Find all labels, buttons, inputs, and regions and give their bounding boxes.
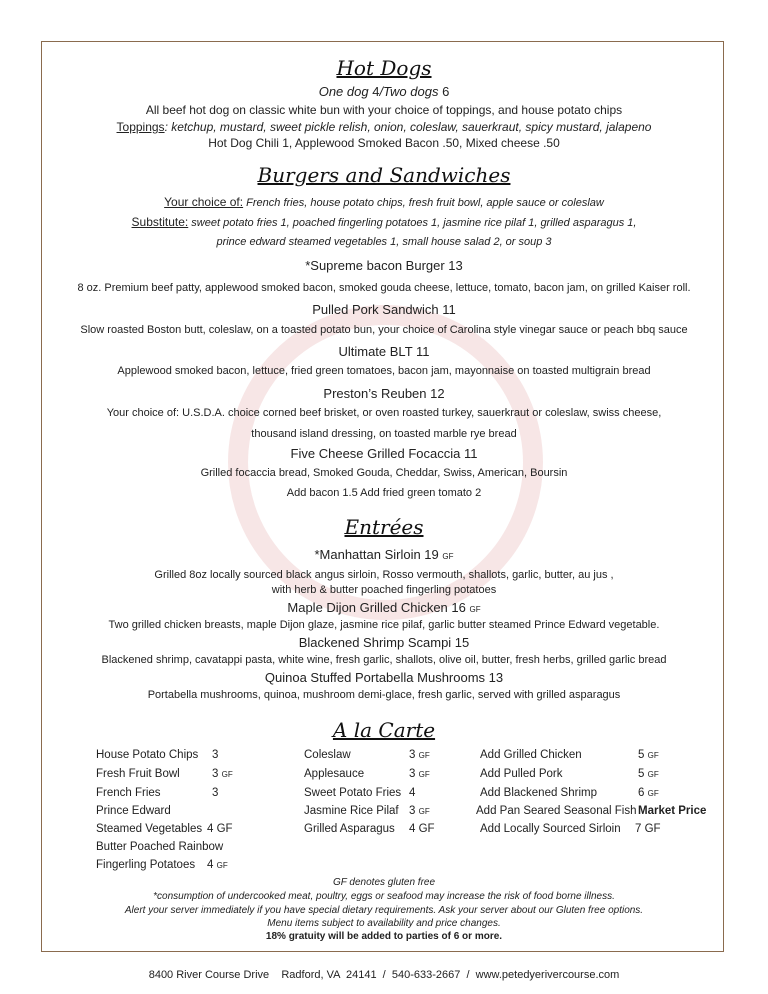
hotdog-description: All beef hot dog on classic white bun with your choice of toppings, and house potato chips xyxy=(145,103,623,117)
section-title-hotdogs: Hot Dogs xyxy=(336,56,432,80)
burger-substitute: Substitute: sweet potato fries 1, poached fingerling potatoes 1, jasmine rice pilaf 1, grilled asparagus 1, xyxy=(131,215,637,229)
note-gf: GF denotes gluten free xyxy=(332,877,436,888)
list-item: Add Blackened Shrimp xyxy=(480,787,597,799)
list-item-price: 4 GF xyxy=(207,859,228,871)
list-item-price: 5 GF xyxy=(638,768,659,780)
note-alert: Alert your server immediately if you have special dietary requirements. Ask your server about our Gluten free options. xyxy=(124,905,644,916)
hotdog-price-line: One dog 4/Two dogs 6 xyxy=(318,84,450,99)
list-item: French Fries xyxy=(96,787,161,799)
list-item: Fresh Fruit Bowl xyxy=(96,768,180,780)
burger-choice: Your choice of: French fries, house potato chips, fresh fruit bowl, apple sauce or coleslaw xyxy=(164,195,604,209)
list-item-price: 6 GF xyxy=(638,787,659,799)
list-item-price: Market Price xyxy=(638,805,707,817)
hotdog-extras: Hot Dog Chili 1, Applewood Smoked Bacon .50, Mixed cheese .50 xyxy=(208,136,560,150)
list-item: Butter Poached Rainbow xyxy=(96,841,224,853)
item-name: Preston’s Reuben 12 xyxy=(323,386,445,401)
item-desc: Slow roasted Boston butt, coleslaw, on a toasted potato bun, your choice of Carolina style vinegar sauce or peach bbq sauce xyxy=(80,324,688,336)
item-name: *Manhattan Sirloin 19 GF xyxy=(314,547,454,562)
item-name: Blackened Shrimp Scampi 15 xyxy=(298,635,470,650)
list-item-price: 3 GF xyxy=(409,749,430,761)
list-item: Grilled Asparagus xyxy=(304,823,395,835)
item-name: Pulled Pork Sandwich 11 xyxy=(312,302,456,317)
note-gratuity: 18% gratuity will be added to parties of 6 or more. xyxy=(265,931,503,942)
item-desc: Applewood smoked bacon, lettuce, fried green tomatoes, bacon jam, mayonnaise on toasted multigrain bread xyxy=(117,365,651,377)
list-item: Jasmine Rice Pilaf xyxy=(304,805,399,817)
item-desc-2: Add bacon 1.5 Add fried green tomato 2 xyxy=(286,487,482,499)
item-desc: 8 oz. Premium beef patty, applewood smoked bacon, smoked gouda cheese, lettuce, tomato, bacon jam, on grilled Kaiser roll. xyxy=(77,282,691,294)
item-desc: Your choice of: U.S.D.A. choice corned beef brisket, or oven roasted turkey, sauerkraut or coleslaw, swiss cheese, xyxy=(106,407,662,419)
list-item: Prince Edward xyxy=(96,805,171,817)
note-subject: Menu items subject to availability and price changes. xyxy=(267,918,501,929)
section-title-entrees: Entrées xyxy=(344,515,424,539)
list-item: Add Locally Sourced Sirloin xyxy=(480,823,621,835)
item-desc: Grilled 8oz locally sourced black angus sirloin, Rosso vermouth, shallots, garlic, butter, au jus , xyxy=(154,569,614,581)
item-name: Maple Dijon Grilled Chicken 16 GF xyxy=(287,600,481,615)
note-consume: *consumption of undercooked meat, poultry, eggs or seafood may increase the risk of food borne illness. xyxy=(153,891,615,902)
item-desc: Blackened shrimp, cavatappi pasta, white wine, fresh garlic, shallots, olive oil, butter, fresh herbs, grilled garlic bread xyxy=(101,654,667,666)
list-item-price: 3 xyxy=(212,749,219,761)
list-item-price: 4 GF xyxy=(409,823,435,835)
item-desc: Grilled focaccia bread, Smoked Gouda, Cheddar, Swiss, American, Boursin xyxy=(200,467,568,479)
list-item: House Potato Chips xyxy=(96,749,199,761)
list-item: Add Pulled Pork xyxy=(480,768,563,780)
item-desc-2: thousand island dressing, on toasted marble rye bread xyxy=(251,428,517,440)
list-item-price: 3 GF xyxy=(409,768,430,780)
footer-address: 8400 River Course Drive Radford, VA 24141 / 540-633-2667 / www.petedyerivercourse.com xyxy=(148,969,620,981)
item-desc-2: with herb & butter poached fingerling potatoes xyxy=(271,584,497,596)
item-name: Five Cheese Grilled Focaccia 11 xyxy=(290,446,478,461)
list-item-price: 3 GF xyxy=(409,805,430,817)
item-name: Ultimate BLT 11 xyxy=(338,344,430,359)
list-item: Add Grilled Chicken xyxy=(480,749,582,761)
list-item-price: 5 GF xyxy=(638,749,659,761)
list-item-price: 4 xyxy=(409,787,416,799)
list-item-price: 4 GF xyxy=(207,823,233,835)
list-item: Sweet Potato Fries xyxy=(304,787,402,799)
item-desc: Two grilled chicken breasts, maple Dijon glaze, jasmine rice pilaf, garlic butter steamed Prince Edward vegetable. xyxy=(108,619,660,631)
hotdog-toppings: Toppings: ketchup, mustard, sweet pickle relish, onion, coleslaw, sauerkraut, spicy mustard, jalapeno xyxy=(116,120,652,134)
item-name: Quinoa Stuffed Portabella Mushrooms 13 xyxy=(264,670,504,685)
list-item: Steamed Vegetables xyxy=(96,823,203,835)
list-item-price: 3 xyxy=(212,787,219,799)
list-item: Coleslaw xyxy=(304,749,351,761)
list-item: Fingerling Potatoes xyxy=(96,859,196,871)
list-item-price: 7 GF xyxy=(635,823,661,835)
list-item: Add Pan Seared Seasonal Fish xyxy=(476,805,637,817)
burger-substitute-2: prince edward steamed vegetables 1, small house salad 2, or soup 3 xyxy=(216,236,552,248)
list-item-price: 3 GF xyxy=(212,768,233,780)
item-name: *Supreme bacon Burger 13 xyxy=(305,258,463,273)
list-item: Applesauce xyxy=(304,768,365,780)
section-title-carte: A la Carte xyxy=(332,718,436,742)
section-title-burgers: Burgers and Sandwiches xyxy=(257,163,511,187)
item-desc: Portabella mushrooms, quinoa, mushroom demi-glace, fresh garlic, served with grilled asparagus xyxy=(147,689,621,701)
